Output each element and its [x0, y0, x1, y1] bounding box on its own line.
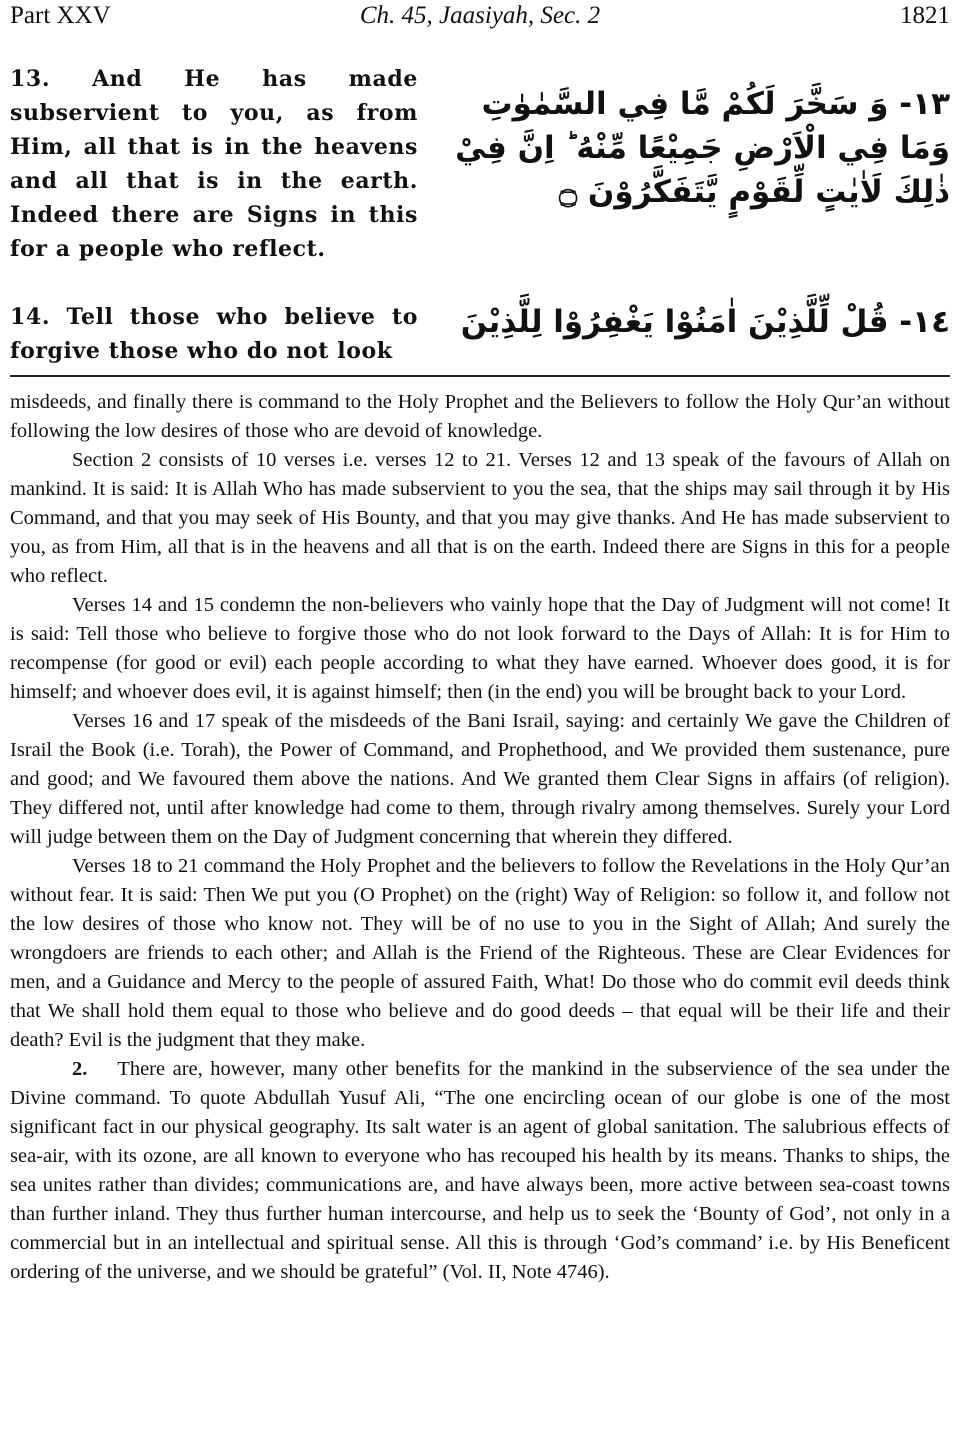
chapter-title: Ch. 45, Jaasiyah, Sec. 2 [359, 2, 601, 29]
commentary-paragraph: Section 2 consists of 10 verses i.e. verses 12 to 21. Verses 12 and 13 speak of the favours of Allah on mankind. It is said: It is Allah Who has made subservient to you the sea, that the ships may sail through it by His Command, and that you may seek of His Bounty, and that you may give thanks. And He has made subservient to you, as from Him, all that is in the heavens and all that is on the earth. Indeed there are Signs in this for a people who reflect. [10, 449, 950, 587]
verse-14-english: 14. Tell those who believe to forgive those who do not look [10, 304, 418, 364]
page-header [10, 2, 950, 34]
commentary [10, 388, 950, 1287]
footnote-number: 2. [72, 1058, 88, 1080]
footnote-text: There are, however, many other benefits for the mankind in the subservience of the sea under the Divine command. To quote Abdullah Yusuf Ali, “The one encircling ocean of our globe is one of the most significant fact in our physical geography. Its salt water is an agent of global sanitation. The salubrious effects of sea-air, with its ozone, are all known to everyone who has recouped his health by its means. Thanks to ships, the sea unites rather than divides; communications are, and have always been, more active between sea-coast towns than further inland. They thus further human intercourse, and help us to seek the ‘Bounty of God’, not only in a commercial but in an intellectual and spiritual sense. All this is through ‘God’s command’ i.e. by His Beneficent ordering of the universe, and we should be grateful” (Vol. II, Note 4746). [10, 1058, 950, 1283]
verse-13-english: 13. And He has made subservient to you, as from Him, all that is in the heavens and all that is in the earth. Indeed there are Signs in this for a people who reflect. [10, 66, 418, 262]
footnote [10, 1055, 950, 1287]
commentary-paragraph: Verses 16 and 17 speak of the misdeeds of the Bani Israil, saying: and certainly We gave the Children of Israil the Book (i.e. Torah), the Power of Command, and Prophethood, and We provided them sustenance, pure and good; and We favoured them above the nations. And We granted them Clear Signs in affairs (of religion). They differed not, until after knowledge had come to them, through rivalry among themselves. Surely your Lord will judge between them on the Day of Judgment concerning that wherein they differed. [10, 710, 950, 848]
page-number: 1821 [900, 2, 950, 29]
section-divider [10, 375, 950, 377]
verse-13-arabic: ١٣- وَ سَخَّرَ لَكُمْ مَّا فِي السَّمٰوٰتِ وَمَا فِي الْاَرْضِ جَمِيْعًا مِّنْهُ ؕ اِنَّ فِيْ ذٰلِكَ لَاٰيٰتٍ لِّقَوْمٍ يَّتَفَكَّرُوْنَ ۝ [455, 86, 950, 210]
commentary-paragraph: Verses 18 to 21 command the Holy Prophet and the believers to follow the Revelations in the Holy Qur’an without fear. It is said: Then We put you (O Prophet) on the (right) Way of Religion: so follow it, and follow not the low desires of those who know not. They will be of no use to you in the Sight of Allah; And surely the wrongdoers are friends to each other; and Allah is the Friend of the Righteous. These are Clear Evidences for men, and a Guidance and Mercy to the people of assured Faith, What! Do those who do commit evil deeds think that We shall hold them equal to those who believe and do good deeds – that equal will be their life and their death? Evil is the judgment that they make. [10, 855, 950, 1051]
part-label: Part XXV [10, 2, 111, 29]
commentary-paragraph: Verses 14 and 15 condemn the non-believers who vainly hope that the Day of Judgment will not come! It is said: Tell those who believe to forgive those who do not look forward to the Days of Allah: It is for Him to recompense (for good or evil) each people according to what they have earned. Whoever does good, it is for himself; and whoever does evil, it is against himself; then (in the end) you will be brought back to your Lord. [10, 594, 950, 703]
commentary-opening: misdeeds, and finally there is command to the Holy Prophet and the Believers to follow the Holy Qur’an without following the low desires of those who are devoid of knowledge. [10, 391, 950, 442]
verse-14-arabic: ١٤- قُلْ لِّلَّذِيْنَ اٰمَنُوْا يَغْفِرُوْا لِلَّذِيْنَ [460, 304, 950, 340]
